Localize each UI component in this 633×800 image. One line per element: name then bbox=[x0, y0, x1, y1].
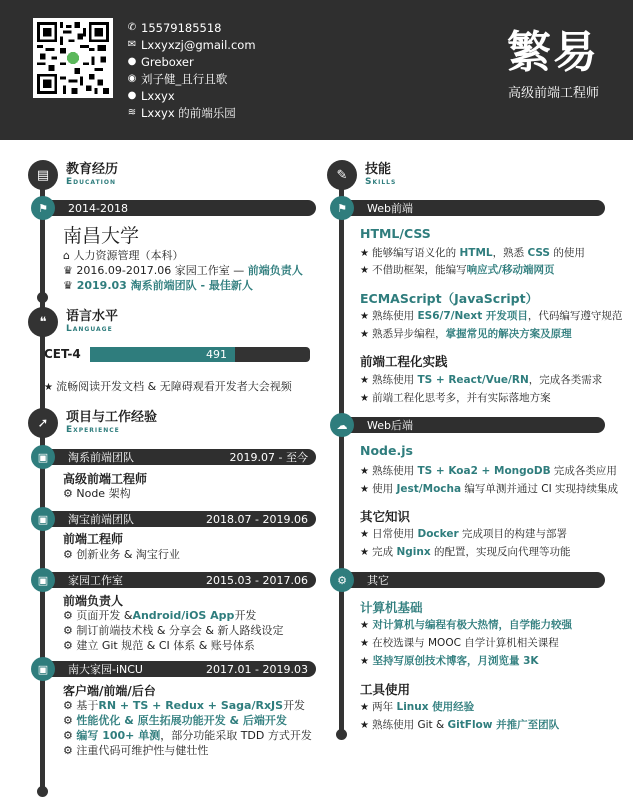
book-icon: ▤ bbox=[28, 160, 58, 190]
github-icon: ● bbox=[127, 90, 137, 101]
star-icon: ★ bbox=[360, 393, 373, 404]
skill-item: ★ 在校选课与 MOOC 自学计算机相关课程 bbox=[360, 637, 559, 649]
skill-item: ★ 完成 Nginx 的配置，实现反向代理等功能 bbox=[360, 546, 571, 558]
web-back-bar: Web后端 bbox=[339, 417, 605, 433]
language-section-header bbox=[28, 307, 118, 337]
star-icon: ★ bbox=[360, 311, 373, 322]
education-period-bar bbox=[40, 200, 316, 216]
gears-icon: ⚙ bbox=[330, 568, 354, 592]
skill-item: ★ 熟练使用 TS + React/Vue/RN，完成各类需求 bbox=[360, 374, 603, 386]
projects-subtitle: Experience bbox=[66, 425, 120, 435]
skill-item: ★ 日常使用 Docker 完成项目的构建与部署 bbox=[360, 528, 567, 540]
star-icon: ★ bbox=[360, 466, 373, 477]
star-icon: ★ bbox=[44, 382, 57, 393]
cet-score: 491 bbox=[206, 348, 227, 361]
cet-label: CET-4 bbox=[44, 347, 81, 361]
skill-item: ★ 两年 Linux 使用经验 bbox=[360, 701, 475, 713]
star-icon: ★ bbox=[360, 484, 373, 495]
rocket-icon: ➚ bbox=[28, 408, 58, 438]
gear-icon: ⚙ bbox=[63, 548, 77, 561]
skills-title: 技能 bbox=[365, 162, 392, 177]
right-timeline-line bbox=[339, 165, 344, 733]
project-role: 客户端/前端/后台 bbox=[63, 684, 156, 698]
skill-item: ★ 不借助框架，能编写响应式/移动端网页 bbox=[360, 264, 555, 276]
left-timeline-line bbox=[40, 165, 45, 790]
briefcase-icon: ▣ bbox=[31, 445, 55, 469]
contact-blog[interactable]: ≋ Lxxyx 的前端乐园 bbox=[125, 104, 256, 121]
award-line-1: ♛ 2016.09-2017.06 家园工作室 — 前端负责人 bbox=[63, 264, 303, 277]
trophy-icon: ♛ bbox=[63, 264, 77, 277]
skill-item: ★ 熟悉异步编程，掌握常见的解决方案及原理 bbox=[360, 328, 572, 340]
gear-icon: ⚙ bbox=[63, 744, 77, 757]
web-front-bar: Web前端 bbox=[339, 200, 605, 216]
weibo-icon: ◉ bbox=[127, 73, 137, 84]
project-bar: 南大家园-iNCU 2017.01 - 2019.03 bbox=[40, 661, 316, 677]
education-end-dot bbox=[37, 292, 48, 303]
star-icon: ★ bbox=[360, 265, 373, 276]
chat-icon: ❝ bbox=[28, 307, 58, 337]
trophy-icon: ♛ bbox=[63, 279, 77, 292]
cloud-icon: ☁ bbox=[330, 413, 354, 437]
project-bar: 淘系前端团队 2019.07 - 至今 bbox=[40, 449, 316, 465]
major: ⌂ 人力资源管理（本科） bbox=[63, 249, 184, 262]
education-period: 2014-2018 bbox=[68, 201, 128, 215]
skill-item: ★ 使用 Jest/Mocha 编写单测并通过 CI 实现持续集成 bbox=[360, 483, 619, 495]
contact-list bbox=[125, 19, 256, 121]
gear-icon: ⚙ bbox=[63, 487, 77, 500]
star-icon: ★ bbox=[360, 547, 373, 558]
skill-item: ★ 坚持写原创技术博客，月浏览量 3K bbox=[360, 655, 539, 667]
project-line: ⚙ 基于RN + TS + Redux + Saga/RxJS开发 bbox=[63, 699, 306, 712]
project-line: ⚙ 页面开发 &Android/iOS App开发 bbox=[63, 609, 257, 622]
project-line: ⚙ 制订前端技术栈 & 分享会 & 新人路线设定 bbox=[63, 624, 284, 637]
qr-code bbox=[33, 18, 113, 98]
github-icon: ● bbox=[127, 56, 137, 67]
skill-heading: 前端工程化实践 bbox=[360, 354, 448, 369]
language-subtitle: Language bbox=[66, 324, 113, 334]
project-line: ⚙ 建立 Git 规范 & CI 体系 & 账号体系 bbox=[63, 639, 255, 652]
star-icon: ★ bbox=[360, 248, 373, 259]
projects-section-header bbox=[28, 408, 157, 438]
skill-item: ★ 前端工程化思考多，并有实际落地方案 bbox=[360, 392, 551, 404]
briefcase-icon: ▣ bbox=[31, 568, 55, 592]
email-icon: ✉ bbox=[127, 39, 137, 50]
skill-item: ★ 熟练使用 ES6/7/Next 开发项目，代码编写遵守规范 bbox=[360, 310, 623, 322]
contact-email[interactable]: ✉ Lxxyxzj@gmail.com bbox=[125, 36, 256, 53]
skills-section-header bbox=[327, 160, 396, 190]
gear-icon: ⚙ bbox=[63, 639, 77, 652]
star-icon: ★ bbox=[360, 375, 373, 386]
education-title: 教育经历 bbox=[66, 162, 119, 177]
education-section-header bbox=[28, 160, 118, 190]
gear-icon: ⚙ bbox=[63, 714, 77, 727]
cet-score-fill bbox=[90, 347, 235, 362]
bookmark-icon: ⚑ bbox=[330, 196, 354, 220]
skill-heading: ECMAScript（JavaScript） bbox=[360, 291, 539, 306]
star-icon: ★ bbox=[360, 638, 373, 649]
project-line: ⚙ 编写 100+ 单测，部分功能采取 TDD 方式开发 bbox=[63, 729, 312, 742]
star-icon: ★ bbox=[360, 529, 373, 540]
contact-weibo[interactable]: ◉ 刘子健_且行且歌 bbox=[125, 70, 256, 87]
project-line: ⚙ 注重代码可维护性与健壮性 bbox=[63, 744, 209, 757]
wrench-icon: ✎ bbox=[327, 160, 357, 190]
skill-item: ★ 熟练使用 TS + Koa2 + MongoDB 完成各类应用 bbox=[360, 465, 617, 477]
contact-phone[interactable]: ✆ 15579185518 bbox=[125, 19, 256, 36]
award-line-2: ♛ 2019.03 淘系前端团队 - 最佳新人 bbox=[63, 279, 253, 292]
project-line: ⚙ 性能优化 & 原生拓展功能开发 & 后端开发 bbox=[63, 714, 287, 727]
project-role: 高级前端工程师 bbox=[63, 472, 148, 486]
star-icon: ★ bbox=[360, 620, 373, 631]
project-line: ⚙ Node 架构 bbox=[63, 487, 131, 500]
gear-icon: ⚙ bbox=[63, 624, 77, 637]
projects-title: 项目与工作经验 bbox=[66, 410, 158, 425]
language-title: 语言水平 bbox=[66, 309, 119, 324]
star-icon: ★ bbox=[360, 720, 373, 731]
gear-icon: ⚙ bbox=[63, 729, 77, 742]
school-name: 南昌大学 bbox=[63, 225, 140, 247]
header bbox=[0, 0, 633, 140]
bookmark-icon: ⚑ bbox=[31, 196, 55, 220]
rss-icon: ≋ bbox=[127, 107, 137, 118]
project-bar: 淘宝前端团队 2018.07 - 2019.06 bbox=[40, 511, 316, 527]
skill-item: ★ 熟练使用 Git & GitFlow 并推广至团队 bbox=[360, 719, 560, 731]
skill-heading: HTML/CSS bbox=[360, 226, 431, 241]
skill-heading: Node.js bbox=[360, 443, 413, 458]
contact-github-lxxyx[interactable]: ● Lxxyx bbox=[125, 87, 256, 104]
skill-heading: 计算机基础 bbox=[360, 600, 423, 615]
skill-item: ★ 能够编写语义化的 HTML，熟悉 CSS 的使用 bbox=[360, 247, 585, 259]
briefcase-icon: ▣ bbox=[31, 507, 55, 531]
skill-heading: 其它知识 bbox=[360, 509, 411, 524]
skill-item: ★ 对计算机与编程有极大热情，自学能力较强 bbox=[360, 619, 572, 631]
star-icon: ★ bbox=[360, 329, 373, 340]
gear-icon: ⚙ bbox=[63, 609, 77, 622]
star-icon: ★ bbox=[360, 702, 373, 713]
project-bar: 家园工作室 2015.03 - 2017.06 bbox=[40, 572, 316, 588]
other-bar: 其它 bbox=[339, 572, 605, 588]
project-role: 前端负责人 bbox=[63, 594, 124, 608]
language-note: ★ 流畅阅读开发文档 & 无障碍观看开发者大会视频 bbox=[44, 380, 292, 393]
star-icon: ★ bbox=[360, 656, 373, 667]
person-name: 繁易 bbox=[507, 27, 599, 78]
left-timeline-end-dot bbox=[37, 786, 48, 797]
graduation-cap-icon: ⌂ bbox=[63, 249, 74, 262]
briefcase-icon: ▣ bbox=[31, 657, 55, 681]
education-subtitle: Education bbox=[66, 177, 117, 187]
project-role: 前端工程师 bbox=[63, 532, 124, 546]
contact-github-greboxer[interactable]: ● Greboxer bbox=[125, 53, 256, 70]
gear-icon: ⚙ bbox=[63, 699, 77, 712]
skills-subtitle: Skills bbox=[365, 177, 397, 187]
phone-icon: ✆ bbox=[127, 22, 137, 33]
skill-heading: 工具使用 bbox=[360, 682, 411, 697]
person-role: 高级前端工程师 bbox=[507, 86, 599, 101]
right-timeline-end-dot bbox=[336, 729, 347, 740]
project-line: ⚙ 创新业务 & 淘宝行业 bbox=[63, 548, 180, 561]
